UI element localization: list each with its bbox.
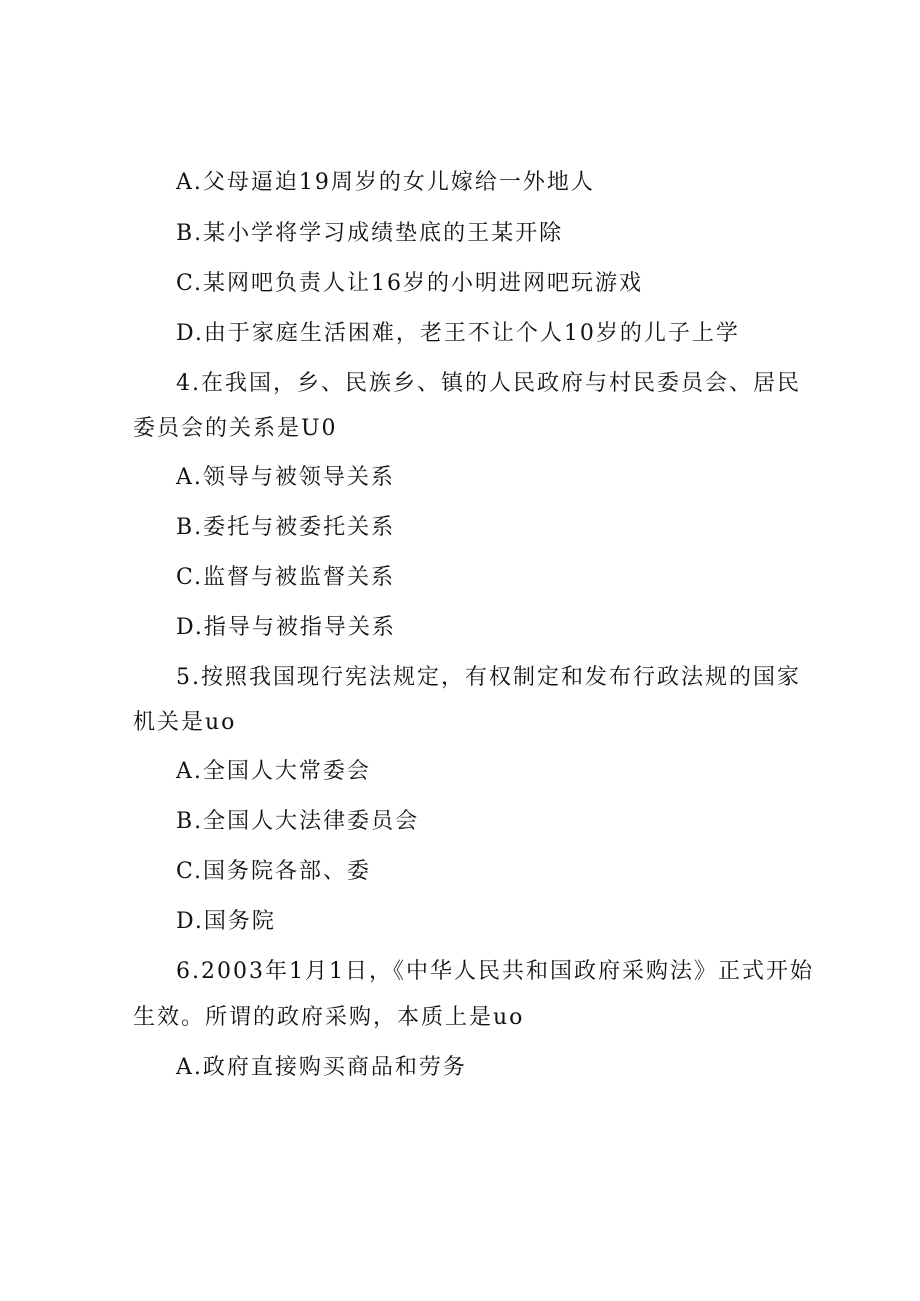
- q5-option-d: D.国务院: [176, 909, 276, 934]
- q3-option-c: C.某网吧负责人让16岁的小明进网吧玩游戏: [176, 271, 644, 296]
- q6-option-a: A.政府直接购买商品和劳务: [176, 1055, 467, 1080]
- q5-stem-line1: 5.按照我国现行宪法规定，有权制定和发布行政法规的国家: [176, 665, 801, 690]
- q5-option-b: B.全国人大法律委员会: [176, 809, 420, 834]
- q4-stem-line1: 4.在我国，乡、民族乡、镇的人民政府与村民委员会、居民: [176, 371, 801, 396]
- q3-option-a: A.父母逼迫19周岁的女儿嫁给一外地人: [176, 170, 595, 195]
- q4-option-d: D.指导与被指导关系: [176, 615, 396, 640]
- q4-option-a: A.领导与被领导关系: [176, 465, 395, 490]
- q6-stem-line2: 生效。所谓的政府采购，本质上是uo: [133, 1005, 525, 1030]
- q3-option-b: B.某小学将学习成绩垫底的王某开除: [176, 221, 564, 246]
- q3-option-d: D.由于家庭生活困难，老王不让个人10岁的儿子上学: [176, 321, 740, 346]
- q4-option-b: B.委托与被委托关系: [176, 515, 396, 540]
- q6-stem-line1: 6.2003年1月1日，《中华人民共和国政府采购法》正式开始: [176, 959, 814, 984]
- q5-option-a: A.全国人大常委会: [176, 759, 371, 784]
- q4-stem-line2: 委员会的关系是U0: [133, 416, 338, 441]
- q5-option-c: C.国务院各部、委: [176, 859, 372, 884]
- q5-stem-line2: 机关是uo: [133, 710, 237, 735]
- q4-option-c: C.监督与被监督关系: [176, 565, 396, 590]
